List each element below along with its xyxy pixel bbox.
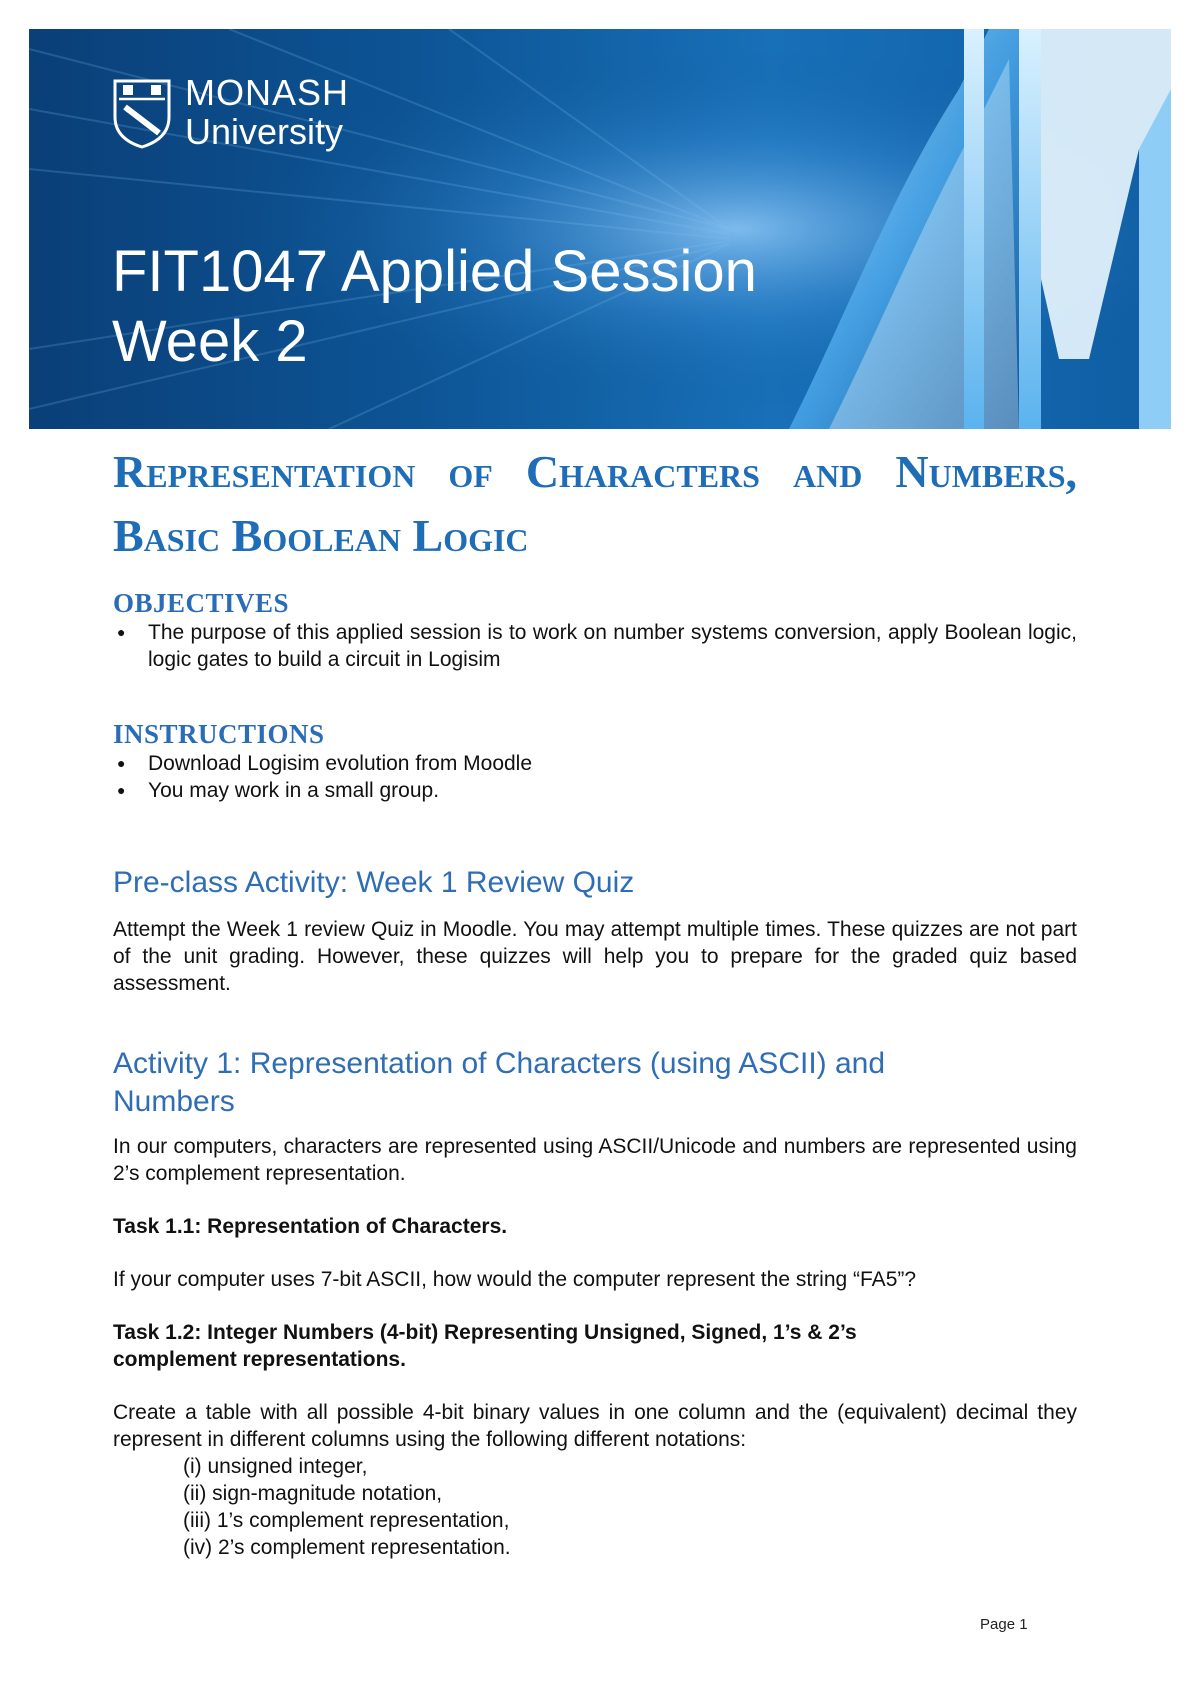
task-1-1-body: If your computer uses 7-bit ASCII, how would the computer represent the string “FA5”?: [113, 1268, 917, 1291]
list-item: (i) unsigned integer,: [183, 1455, 368, 1478]
list-item: (ii) sign-magnitude notation,: [183, 1482, 443, 1505]
list-item: (iv) 2’s complement representation.: [183, 1536, 511, 1559]
header-banner: [29, 29, 1171, 429]
logo-wordmark: [185, 73, 349, 151]
crest-icon: [111, 77, 173, 149]
list-item: (iii) 1’s complement representation,: [183, 1509, 510, 1532]
banner-title-line-1: FIT1047 Applied Session: [112, 239, 757, 304]
activity1-intro: In our computers, characters are represented using ASCII/Unicode and numbers are represented using 2’s complement representation.: [113, 1135, 1077, 1185]
objectives-list: [113, 619, 1077, 673]
list-item: ● You may work in a small group.: [113, 777, 1077, 804]
task-1-2-title: Task 1.2: Integer Numbers (4-bit) Representing Unsigned, Signed, 1’s & 2’s complement representations.: [113, 1321, 857, 1371]
activity1-heading: Activity 1: Representation of Characters (using ASCII) and Numbers: [113, 1047, 886, 1118]
task-1-2-body: Create a table with all possible 4-bit binary values in one column and the (equivalent) decimal they represent in different columns using the following different notations:: [113, 1401, 1077, 1451]
university-logo: [111, 73, 381, 153]
logo-line-2: University: [185, 111, 344, 152]
notations-list: [183, 1453, 1077, 1561]
banner-title: [112, 237, 757, 377]
objectives-heading: OBJECTIVES: [113, 588, 290, 618]
preclass-body: Attempt the Week 1 review Quiz in Moodle. You may attempt multiple times. These quizzes are not part of the unit grading. However, these quizzes will help you to prepare for the graded quiz based assessment.: [113, 918, 1077, 995]
document-body: [113, 440, 1077, 1561]
preclass-heading: Pre-class Activity: Week 1 Review Quiz: [113, 866, 635, 899]
list-item: ● Download Logisim evolution from Moodle: [113, 750, 1077, 777]
banner-title-line-2: Week 2: [112, 309, 308, 374]
logo-line-1: MONASH: [185, 72, 350, 113]
task-1-1-title: Task 1.1: Representation of Characters.: [113, 1215, 508, 1238]
instructions-heading: INSTRUCTIONS: [113, 719, 325, 749]
list-item: ● The purpose of this applied session is to work on number systems conversion, apply Boolean logic, logic gates to build a circuit in Logisim: [113, 619, 1077, 673]
document-title: Representation of Characters and Numbers, Basic Boolean Logic: [113, 446, 1077, 561]
page-number: Page 1: [980, 1616, 1028, 1633]
instructions-list: [113, 750, 1077, 804]
